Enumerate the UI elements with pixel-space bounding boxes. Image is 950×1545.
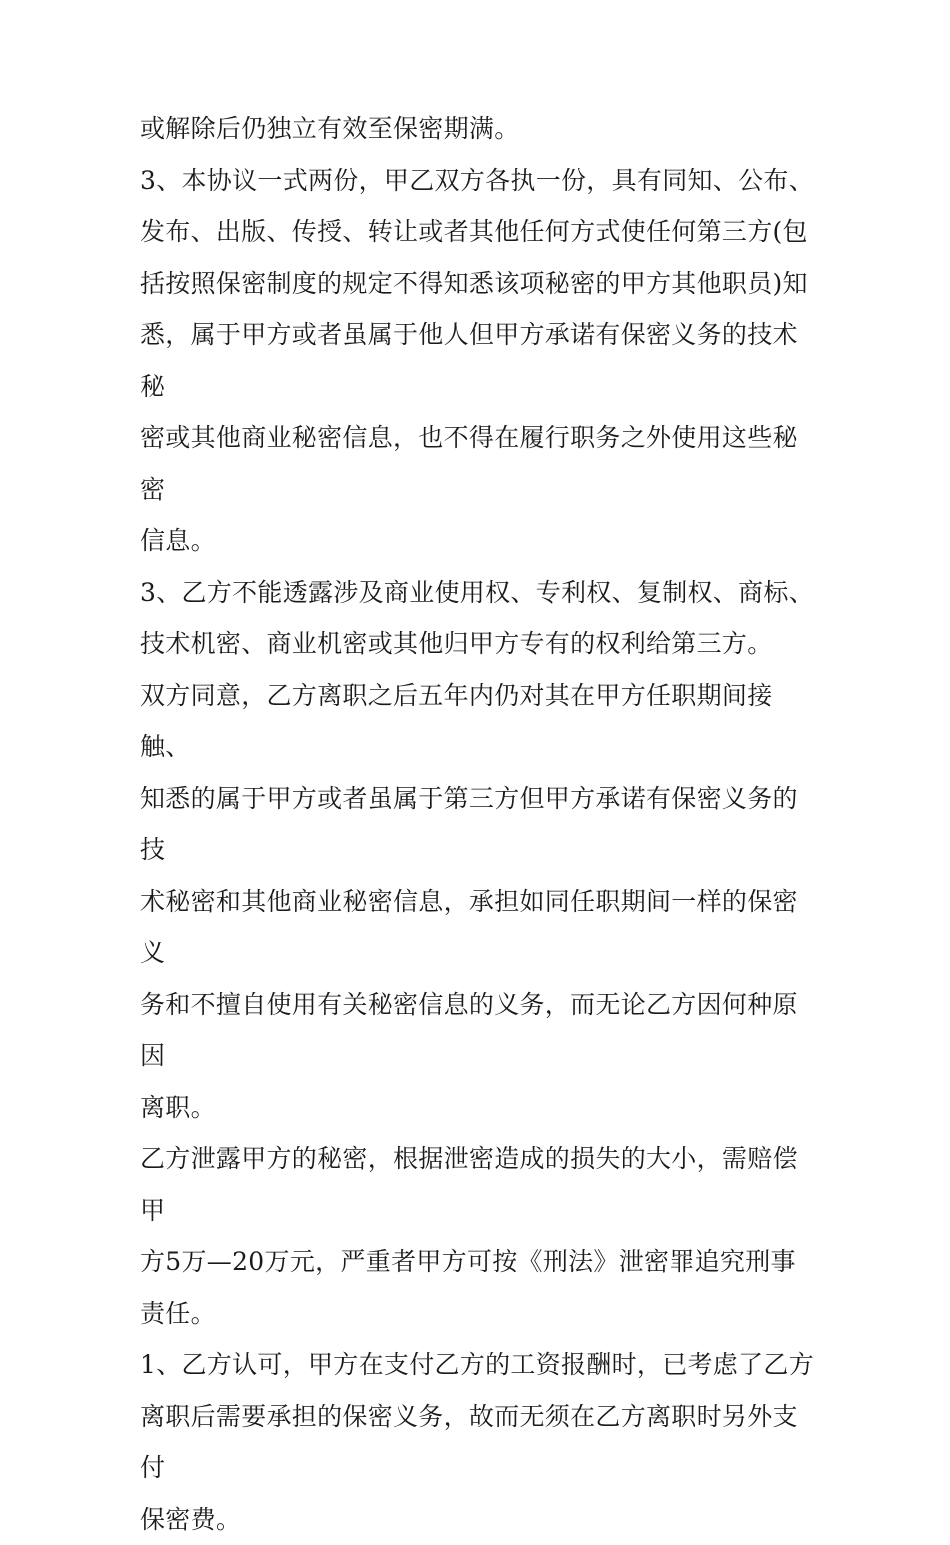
text-line: 务和不擅自使用有关秘密信息的义务，而无论乙方因何种原因 — [140, 979, 820, 1082]
text-line: 离职后需要承担的保密义务，故而无须在乙方离职时另外支付 — [140, 1391, 820, 1494]
text-line: 乙方泄露甲方的秘密，根据泄密造成的损失的大小，需赔偿甲 — [140, 1133, 820, 1236]
text-line: 离职。 — [140, 1082, 820, 1134]
text-line: 术秘密和其他商业秘密信息，承担如同任职期间一样的保密义 — [140, 876, 820, 979]
text-line: 悉，属于甲方或者虽属于他人但甲方承诺有保密义务的技术秘 — [140, 309, 820, 412]
text-line: 或解除后仍独立有效至保密期满。 — [140, 103, 820, 155]
text-line: 知悉的属于甲方或者虽属于第三方但甲方承诺有保密义务的技 — [140, 773, 820, 876]
text-line: 密或其他商业秘密信息，也不得在履行职务之外使用这些秘密 — [140, 412, 820, 515]
text-line: 信息。 — [140, 515, 820, 567]
text-line: 双方同意，乙方离职之后五年内仍对其在甲方任职期间接触、 — [140, 670, 820, 773]
text-line: 技术机密、商业机密或其他归甲方专有的权利给第三方。 — [140, 618, 820, 670]
text-line: 1、乙方认可，甲方在支付乙方的工资报酬时，已考虑了乙方 — [140, 1339, 820, 1391]
text-line: 3、本协议一式两份，甲乙双方各执一份，具有同知、公布、 — [140, 155, 820, 207]
text-line: 发布、出版、传授、转让或者其他任何方式使任何第三方(包 — [140, 206, 820, 258]
text-line: 责任。 — [140, 1288, 820, 1340]
document-body — [140, 103, 820, 1545]
text-line: 括按照保密制度的规定不得知悉该项秘密的甲方其他职员)知 — [140, 258, 820, 310]
text-line: 保密费。 — [140, 1494, 820, 1545]
text-line: 方5万—20万元，严重者甲方可按《刑法》泄密罪追究刑事 — [140, 1236, 820, 1288]
text-line: 3、乙方不能透露涉及商业使用权、专利权、复制权、商标、 — [140, 567, 820, 619]
